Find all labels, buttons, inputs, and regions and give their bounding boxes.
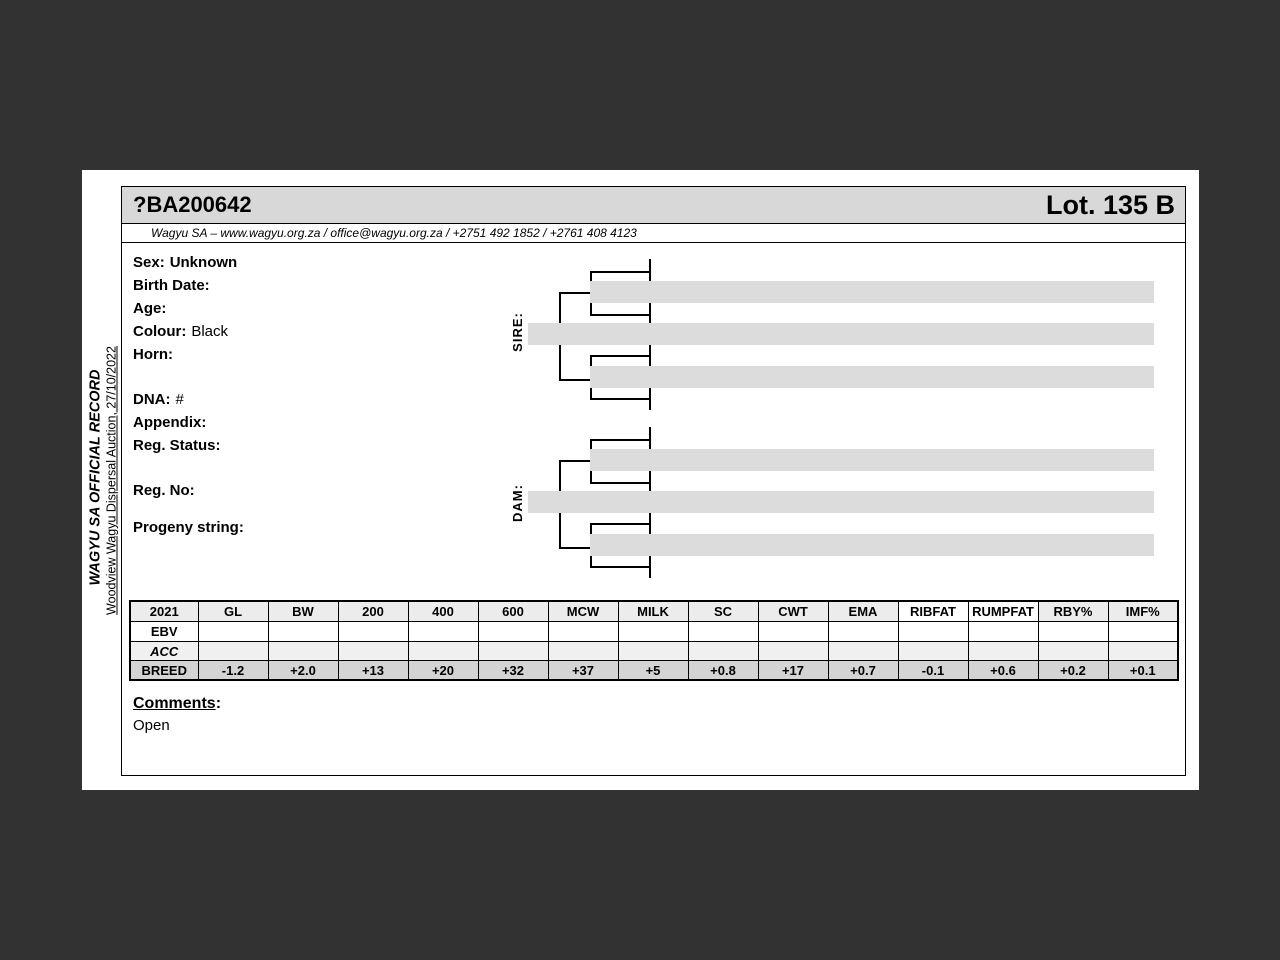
detail-line-sex [133,254,237,271]
table-col-header-imf: IMF% [1108,601,1178,622]
table-cell: +17 [758,661,828,681]
header-bar [122,187,1185,224]
table-cell [688,642,758,661]
record-frame [121,186,1186,776]
detail-value: Unknown [169,254,238,271]
table-col-header-cwt: CWT [758,601,828,622]
pedigree-connector-line [590,482,651,484]
table-row-label: BREED [130,661,198,681]
pedigree-connector-line [590,271,651,273]
table-cell [828,642,898,661]
comments-separator: : [215,695,222,712]
pedigree-ancestor-bar-dam-dam [590,534,1154,556]
table-cell [268,622,338,642]
detail-line-reg-no [133,482,200,499]
pedigree-ancestor-bar-dam-sire [590,449,1154,471]
detail-label: Progeny string: [133,519,244,536]
pedigree-connector-line [559,460,592,462]
table-cell: +0.6 [968,661,1038,681]
pedigree-connector-line [559,547,592,549]
detail-label: Reg. No: [133,482,195,499]
table-col-header-gl: GL [198,601,268,622]
pedigree-connector-line [590,355,651,357]
table-cell: -1.2 [198,661,268,681]
table-cell: +32 [478,661,548,681]
table-cell [268,642,338,661]
table-cell [408,622,478,642]
detail-line-colour [133,323,228,340]
comments-value: Open [133,717,170,734]
animal-id: ?BA200642 [133,192,252,217]
table-cell [478,622,548,642]
table-col-header-milk: MILK [618,601,688,622]
table-cell [1038,642,1108,661]
table-cell [1038,622,1108,642]
table-cell [198,642,268,661]
pedigree-ancestor-bar-sire [528,323,1154,345]
table-row-label: ACC [130,642,198,661]
table-cell [548,642,618,661]
table-col-header-ema: EMA [828,601,898,622]
table-cell [968,642,1038,661]
detail-label: Reg. Status: [133,437,221,454]
detail-line-progeny-string [133,519,249,536]
pedigree-connector-line [590,398,651,400]
table-cell [338,622,408,642]
table-cell: +0.2 [1038,661,1108,681]
table-cell [898,622,968,642]
table-col-header-400: 400 [408,601,478,622]
table-cell [338,642,408,661]
table-cell: +13 [338,661,408,681]
detail-line-horn [133,346,178,363]
table-cell [408,642,478,661]
pedigree-ancestor-bar-sire-sire [590,281,1154,303]
table-cell [688,622,758,642]
table-cell: +5 [618,661,688,681]
table-row-label: EBV [130,622,198,642]
table-row-acc [130,642,1178,661]
table-col-header-600: 600 [478,601,548,622]
table-col-header-bw: BW [268,601,338,622]
detail-label: DNA: [133,391,171,408]
table-cell [758,622,828,642]
table-cell: -0.1 [898,661,968,681]
ebv-table [129,600,1179,681]
pedigree-connector-line [559,379,592,381]
table-cell: +20 [408,661,478,681]
detail-label: Birth Date: [133,277,210,294]
detail-line-dna [133,391,184,408]
table-cell [618,622,688,642]
table-cell [1108,622,1178,642]
pedigree-connector-line [590,314,651,316]
table-cell [478,642,548,661]
table-cell [548,622,618,642]
detail-line-reg-status [133,437,226,454]
table-cell: +0.1 [1108,661,1178,681]
detail-line-appendix [133,414,211,431]
sidebar-auction-title: Woodview Wagyu Dispersal Auction, 27/10/2022 [104,346,119,615]
detail-value: Black [191,323,229,340]
table-cell: +2.0 [268,661,338,681]
table-cell [198,622,268,642]
table-row-ebv [130,622,1178,642]
contact-line: Wagyu SA – www.wagyu.org.za / office@wagyu.org.za / +2751 492 1852 / +2761 408 4123 [122,224,1185,243]
table-col-header-rumpfat: RUMPFAT [968,601,1038,622]
dam-label: DAM: [510,484,525,522]
detail-label: Sex: [133,254,165,271]
table-col-header-mcw: MCW [548,601,618,622]
table-col-header-ribfat: RIBFAT [898,601,968,622]
pedigree-connector-line [590,523,651,525]
table-col-header-year: 2021 [130,601,198,622]
ebv-table-header-row [130,601,1178,622]
detail-line-birth-date [133,277,215,294]
document-page [82,170,1199,790]
pedigree-connector-line [590,566,651,568]
detail-label: Appendix: [133,414,207,431]
table-cell [618,642,688,661]
pedigree-connector-line [590,439,651,441]
table-cell [1108,642,1178,661]
pedigree-connector-line [559,292,592,294]
table-cell: +37 [548,661,618,681]
sire-label: SIRE: [510,312,525,352]
table-cell [898,642,968,661]
detail-value: # [175,391,184,408]
table-cell: +0.8 [688,661,758,681]
table-cell: +0.7 [828,661,898,681]
pedigree-ancestor-bar-sire-dam [590,366,1154,388]
comments-heading [133,695,221,713]
table-cell [968,622,1038,642]
table-cell [828,622,898,642]
detail-line-age [133,300,171,317]
detail-label: Colour: [133,323,187,340]
table-col-header-rby: RBY% [1038,601,1108,622]
pedigree-ancestor-bar-dam [528,491,1154,513]
lot-number: Lot. 135 B [1045,189,1175,220]
sidebar-record-title: WAGYU SA OFFICIAL RECORD [87,369,104,586]
table-col-header-200: 200 [338,601,408,622]
table-cell [758,642,828,661]
detail-label: Age: [133,300,167,317]
table-row-breed [130,661,1178,681]
table-col-header-sc: SC [688,601,758,622]
detail-label: Horn: [133,346,173,363]
comments-label: Comments [133,695,216,712]
